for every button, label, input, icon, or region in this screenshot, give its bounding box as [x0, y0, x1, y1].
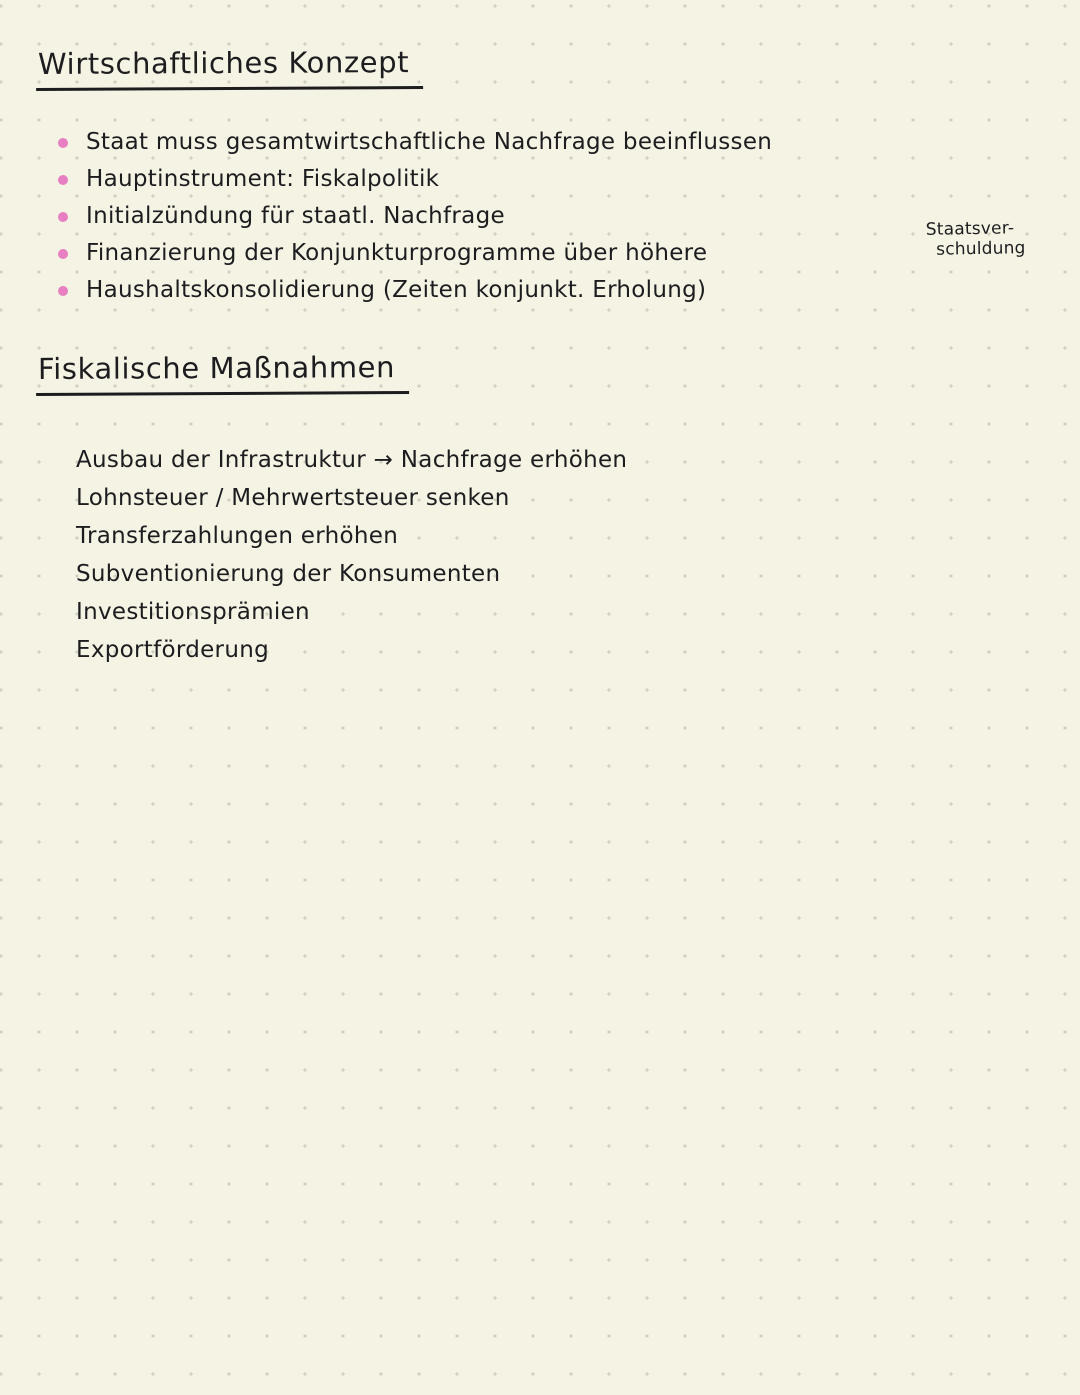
margin-annotation-line1: Staatsver- [925, 218, 1015, 240]
margin-annotation [926, 218, 1026, 260]
list-item: Investitionsprämien [76, 599, 310, 625]
konzept-bullet-list [58, 124, 1060, 309]
list-item-text: Staat muss gesamtwirtschaftliche Nachfrage beeinflussen [86, 129, 773, 155]
list-item-text: Haushaltskonsolidierung (Zeiten konjunkt. Erholung) [86, 277, 707, 303]
list-item: Subventionierung der Konsumenten [76, 561, 501, 587]
list-item [58, 124, 1060, 161]
list-item: Transferzahlungen erhöhen [76, 523, 399, 549]
section-title-wirtschaftliches-konzept: Wirtschaftliches Konzept [36, 45, 423, 91]
list-item: Ausbau der Infrastruktur → Nachfrage erhöhen [76, 447, 628, 473]
section-wirtschaftliches-konzept [36, 46, 1060, 309]
bullet-dot [58, 286, 68, 296]
list-item [58, 198, 1060, 235]
bullet-dot [58, 138, 68, 148]
section-title-fiskalische-massnahmen: Fiskalische Maßnahmen [36, 350, 409, 396]
list-item [58, 272, 1060, 309]
list-item-text: Hauptinstrument: Fiskalpolitik [86, 166, 440, 192]
list-item-text: Initialzündung für staatl. Nachfrage [86, 203, 505, 229]
margin-annotation-line2: schuldung [936, 238, 1026, 260]
list-item: Exportförderung [76, 637, 269, 663]
list-item [58, 161, 1060, 198]
section-fiskalische-massnahmen [36, 351, 1060, 669]
bullet-dot [58, 249, 68, 259]
bullet-dot [58, 175, 68, 185]
list-item [58, 218, 1060, 272]
bullet-dot [58, 212, 68, 222]
list-item-text: Finanzierung der Konjunkturprogramme über höhere [86, 240, 708, 266]
list-item: Lohnsteuer / Mehrwertsteuer senken [76, 485, 510, 511]
massnahmen-list [76, 441, 1060, 669]
